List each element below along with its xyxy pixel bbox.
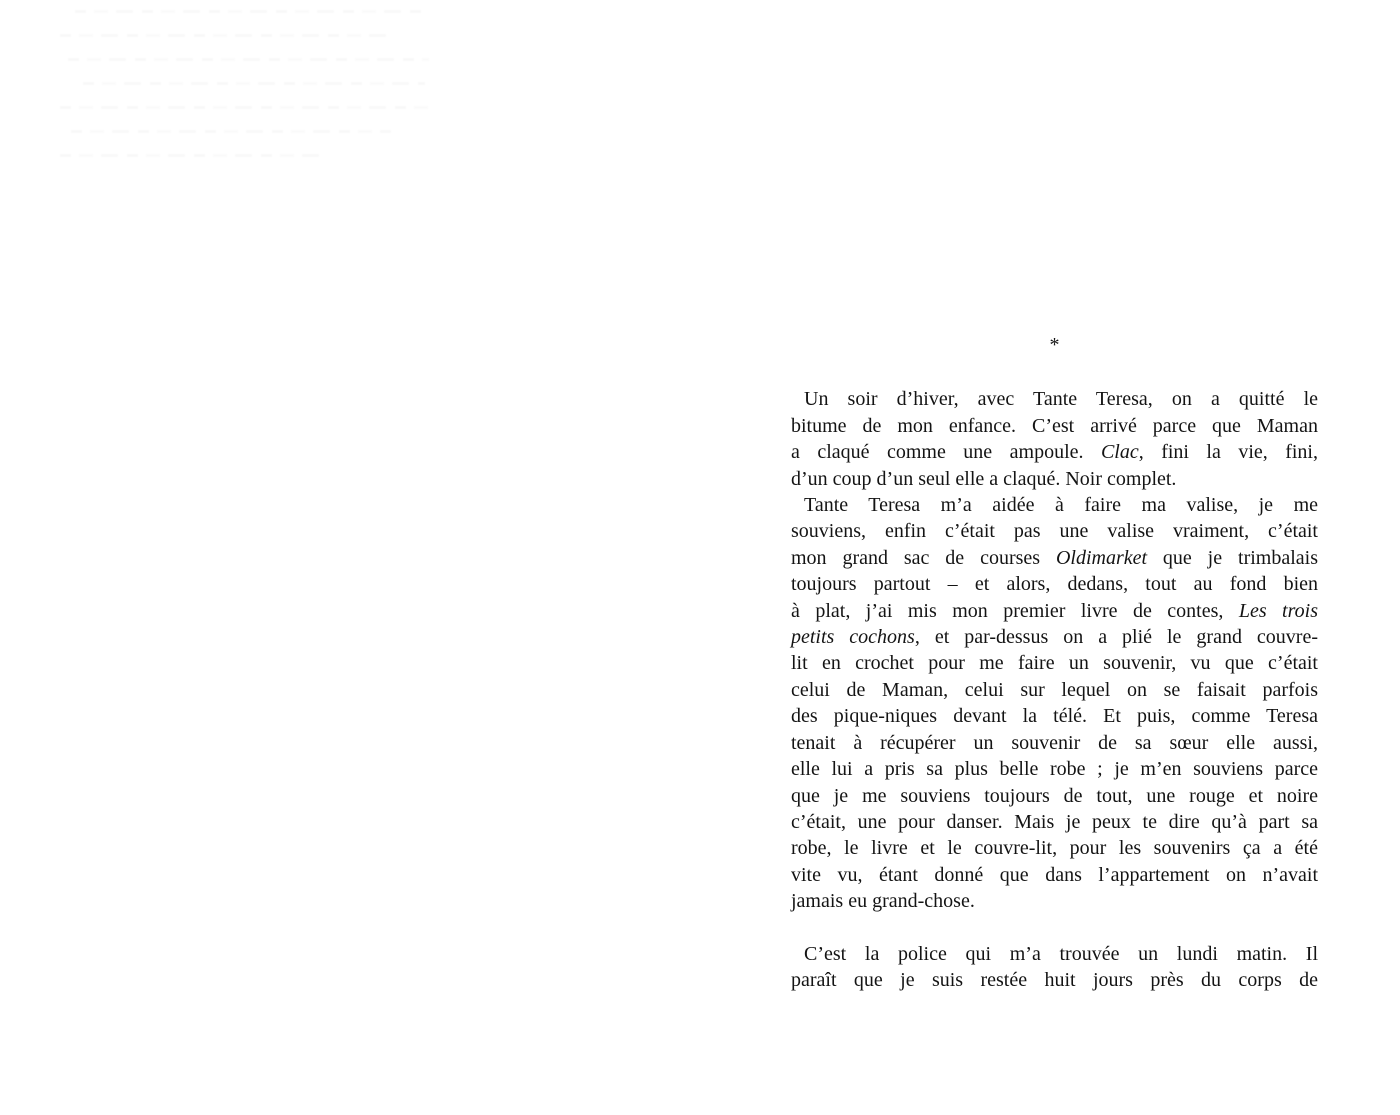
text-line [791,730,1318,756]
italic-text-segment: Les trois [1238,599,1318,622]
text-line [791,518,1318,544]
italic-text-segment: Oldimarket [1055,546,1148,569]
italic-text-segment: petits cochons [791,626,915,649]
text-segment: à plat, j’ai mis mon premier livre de contes, [791,599,1239,622]
text-line [791,413,1318,439]
text-segment: Tante Teresa m’a aidée à faire ma valise, je me [804,494,1318,517]
text-segment: souviens, enfin c’était pas une valise vraiment, c’était [791,520,1318,543]
text-line [791,783,1318,809]
text-line [791,862,1318,888]
text-segment: c’était, une pour danser. Mais je peux te dire qu’à part sa [791,810,1318,833]
text-segment: , et par-dessus on a plié le grand couvre- [914,626,1318,649]
text-line [791,624,1318,650]
text-segment: Un soir d’hiver, avec Tante Teresa, on a quitté le [804,388,1318,411]
paragraph-1 [791,386,1318,492]
text-segment: mon grand sac de courses [791,546,1056,569]
section-separator-asterisk: * [1049,334,1060,356]
text-line [791,835,1318,861]
text-line [791,677,1318,703]
paragraph-3 [791,941,1318,994]
text-segment: , fini la vie, fini, [1138,441,1318,464]
text-line [791,703,1318,729]
text-segment: paraît que je suis restée huit jours près du corps de [791,969,1318,992]
text-line [791,967,1318,993]
text-segment: jamais eu grand-chose. [791,890,975,913]
paragraph-2 [791,492,1318,915]
text-line [791,598,1318,624]
text-line [791,545,1318,571]
text-line [791,571,1318,597]
text-line [791,809,1318,835]
text-segment: que je trimbalais [1147,546,1318,569]
bleedthrough-ghost-text [60,10,440,178]
text-segment: C’est la police qui m’a trouvée un lundi matin. Il [804,942,1318,965]
text-segment: lit en crochet pour me faire un souvenir, vu que c’était [791,652,1318,675]
text-line [791,466,1318,492]
text-segment: vite vu, étant donné que dans l’appartement on n’avait [791,863,1318,886]
text-column [791,332,1318,994]
text-segment: des pique-niques devant la télé. Et puis, comme Teresa [791,705,1318,728]
text-line [791,492,1318,518]
text-segment: robe, le livre et le couvre-lit, pour les souvenirs ça a été [791,837,1318,860]
text-line [791,386,1318,412]
italic-text-segment: Clac [1100,441,1139,464]
text-line [791,941,1318,967]
text-segment: que je me souviens toujours de tout, une rouge et noire [791,784,1318,807]
text-line [791,888,1318,914]
text-segment: toujours partout – et alors, dedans, tout au fond bien [791,573,1318,596]
text-line [791,650,1318,676]
text-segment: bitume de mon enfance. C’est arrivé parce que Maman [791,414,1318,437]
text-segment: celui de Maman, celui sur lequel on se faisait parfois [791,678,1318,701]
text-line [791,439,1318,465]
text-segment: d’un coup d’un seul elle a claqué. Noir complet. [791,467,1177,490]
text-line [791,756,1318,782]
text-segment: tenait à récupérer un souvenir de sa sœur elle aussi, [791,731,1318,754]
text-segment: a claqué comme une ampoule. [791,441,1101,464]
text-segment: elle lui a pris sa plus belle robe ; je m’en souviens parce [791,758,1318,781]
